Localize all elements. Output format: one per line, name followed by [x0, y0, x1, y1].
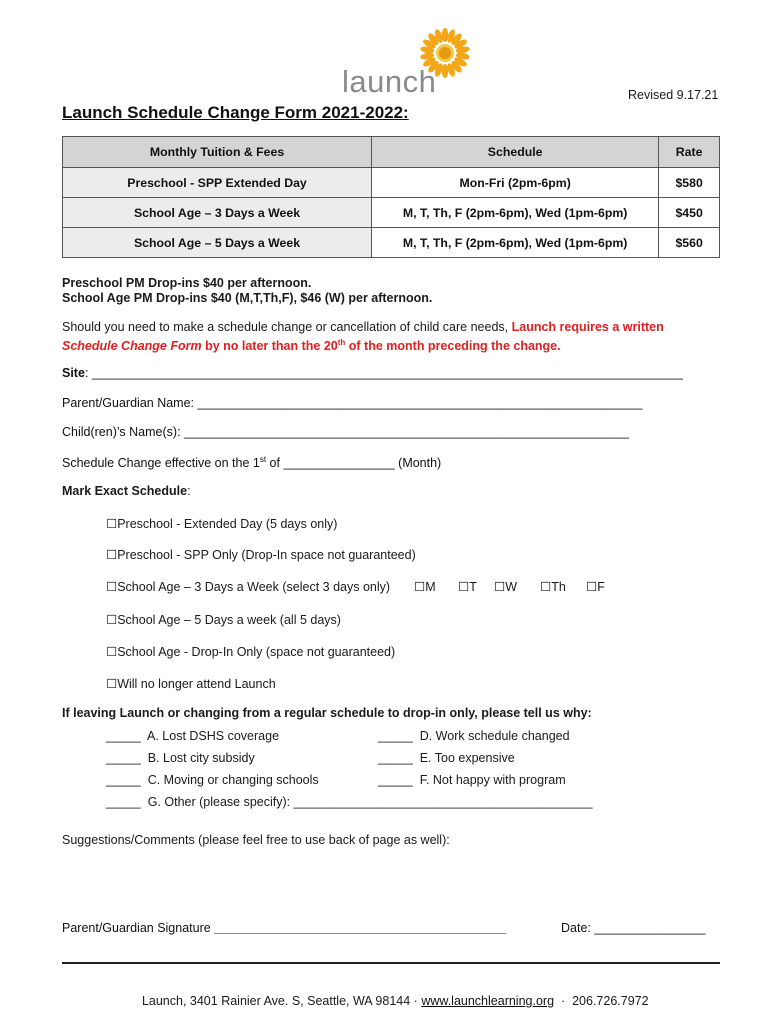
effective-sup: st — [259, 455, 267, 464]
notice-deadline-sup: th — [337, 338, 346, 347]
reason-e-field[interactable]: _____ E. Too expensive — [378, 751, 515, 765]
day-monday-checkbox[interactable]: ☐M — [414, 580, 436, 594]
comments-label: Suggestions/Comments (please feel free to use back of page as well): — [62, 833, 450, 847]
table-cell: M, T, Th, F (2pm-6pm), Wed (1pm-6pm) — [372, 228, 659, 258]
table-cell: M, T, Th, F (2pm-6pm), Wed (1pm-6pm) — [372, 198, 659, 228]
notice-form-name: Schedule Change Form — [62, 339, 202, 354]
fees-table — [62, 136, 720, 258]
reasons-heading: If leaving Launch or changing from a regular schedule to drop-in only, please tell us why: — [62, 706, 592, 720]
signature-label: Parent/Guardian Signature — [62, 921, 215, 935]
table-header-cell: Rate — [659, 137, 720, 168]
site-field[interactable] — [62, 366, 683, 380]
table-row — [63, 228, 720, 258]
effective-suffix: of ________________ (Month) — [266, 456, 442, 471]
notice-deadline-end: of the month preceding the change. — [345, 339, 561, 354]
signature-line: __________________________________________ — [214, 921, 507, 935]
option-no-longer-attend-checkbox[interactable]: ☐Will no longer attend Launch — [106, 677, 276, 691]
table-header-cell: Schedule — [372, 137, 659, 168]
table-cell: School Age – 3 Days a Week — [63, 198, 372, 228]
day-friday-checkbox[interactable]: ☐F — [586, 580, 605, 594]
schedule-label: Mark Exact Schedule — [62, 484, 188, 498]
notice-deadline: by no later than the 20 — [201, 339, 338, 354]
table-cell: Mon-Fri (2pm-6pm) — [372, 168, 659, 198]
dropin-school-age: School Age PM Drop-ins $40 (M,T,Th,F), $46 (W) per afternoon. — [62, 291, 433, 305]
table-cell: Preschool - SPP Extended Day — [63, 168, 372, 198]
footer-phone: · 206.726.7972 — [554, 994, 649, 1008]
option-school-age-3-days-checkbox[interactable]: ☐School Age – 3 Days a Week (select 3 days only) — [106, 580, 391, 594]
reason-a-field[interactable]: _____ A. Lost DSHS coverage — [106, 729, 280, 743]
revised-date: Revised 9.17.21 — [628, 88, 719, 102]
reason-c-field[interactable]: _____ C. Moving or changing schools — [106, 773, 319, 787]
table-cell: School Age – 5 Days a Week — [63, 228, 372, 258]
date-field[interactable]: Date: ________________ — [561, 921, 706, 935]
day-wednesday-checkbox[interactable]: ☐W — [494, 580, 518, 594]
reason-b-field[interactable]: _____ B. Lost city subsidy — [106, 751, 255, 765]
table-header-cell: Monthly Tuition & Fees — [63, 137, 372, 168]
day-thursday-checkbox[interactable]: ☐Th — [540, 580, 566, 594]
option-school-age-dropin-checkbox[interactable]: ☐School Age - Drop-In Only (space not guaranteed) — [106, 645, 396, 659]
option-school-age-5-days-checkbox[interactable]: ☐School Age – 5 Days a week (all 5 days) — [106, 613, 341, 627]
dropin-preschool: Preschool PM Drop-ins $40 per afternoon. — [62, 276, 312, 290]
reason-d-field[interactable]: _____ D. Work schedule changed — [378, 729, 570, 743]
footer — [135, 980, 649, 1008]
table-row — [63, 168, 720, 198]
footer-divider — [62, 962, 720, 964]
site-line: : _____________________________________________________________________________________ — [84, 366, 683, 380]
table-cell: $450 — [659, 198, 720, 228]
comments-area[interactable] — [62, 850, 720, 910]
effective-date-field[interactable] — [62, 455, 441, 470]
signature-field[interactable] — [62, 921, 506, 935]
form-title: Launch Schedule Change Form 2021-2022: — [62, 103, 409, 122]
table-row — [63, 198, 720, 228]
parent-name-field[interactable]: Parent/Guardian Name: ________________________________________________________________ — [62, 396, 643, 410]
option-preschool-extended-checkbox[interactable]: ☐Preschool - Extended Day (5 days only) — [106, 517, 338, 531]
reason-f-field[interactable]: _____ F. Not happy with program — [378, 773, 566, 787]
option-preschool-spp-checkbox[interactable]: ☐Preschool - SPP Only (Drop-In space not guaranteed) — [106, 548, 416, 562]
notice-paragraph — [62, 320, 722, 354]
notice-text: Should you need to make a schedule change or cancellation of child care needs, — [62, 320, 512, 334]
logo-wordmark: launch — [342, 64, 437, 99]
footer-website-link[interactable]: www.launchlearning.org — [421, 994, 555, 1008]
notice-emphasis: Launch requires a written — [511, 320, 664, 334]
footer-address: Launch, 3401 Rainier Ave. S, Seattle, WA 98144 · — [141, 994, 422, 1008]
site-label: Site — [62, 366, 85, 380]
children-names-field[interactable]: Child(ren)’s Name(s): ________________________________________________________________ — [62, 425, 629, 439]
table-cell: $580 — [659, 168, 720, 198]
table-header-row — [63, 137, 720, 168]
effective-prefix: Schedule Change effective on the 1 — [62, 456, 260, 471]
table-cell: $560 — [659, 228, 720, 258]
day-tuesday-checkbox[interactable]: ☐T — [458, 580, 477, 594]
schedule-colon: : — [187, 484, 191, 498]
reason-g-other-field[interactable]: _____ G. Other (please specify): ___________________________________________ — [106, 795, 593, 809]
schedule-heading — [62, 484, 191, 498]
